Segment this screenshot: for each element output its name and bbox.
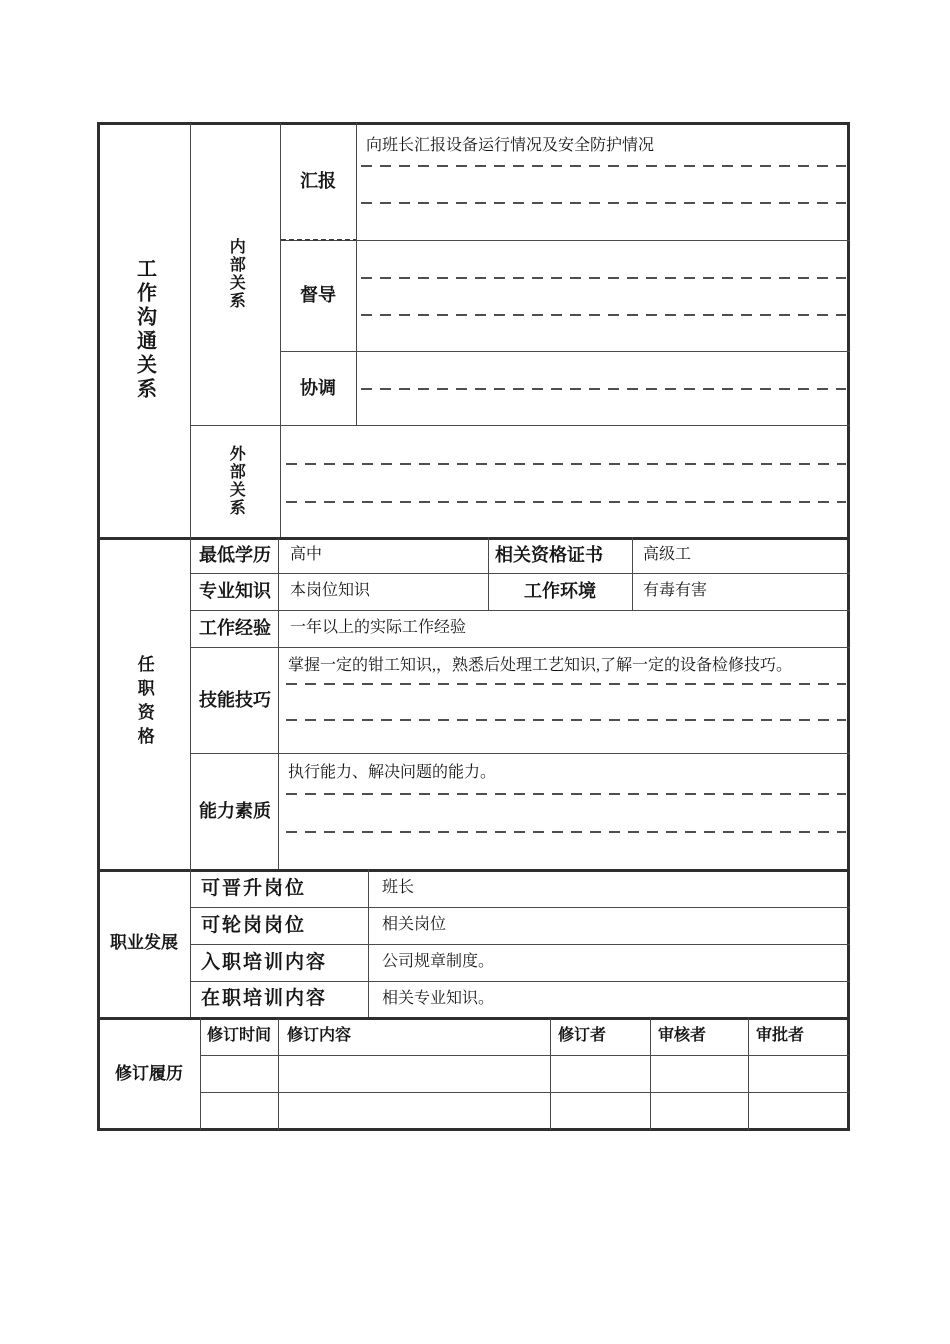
revision-header-approver: 审批者 (756, 1026, 805, 1044)
ability-value: 执行能力、解决问题的能力。 (288, 763, 497, 781)
experience-value: 一年以上的实际工作经验 (290, 619, 467, 637)
grid-line (190, 425, 850, 426)
revision-section-label: 修订履历 (115, 1063, 183, 1083)
grid-line (550, 1017, 551, 1130)
coordinate-label: 协调 (300, 377, 336, 398)
grid-line (280, 240, 850, 241)
grid-line (200, 1055, 849, 1056)
writein-dash-line (361, 165, 846, 167)
writein-dash-line (286, 831, 846, 833)
external-relations-label: 外部关系 (227, 445, 245, 517)
min-education-label: 最低学历 (199, 544, 271, 565)
environment-label: 工作环境 (524, 581, 596, 602)
revision-header-reviewer: 审核者 (658, 1026, 707, 1044)
experience-label: 工作经验 (199, 618, 271, 639)
grid-line (280, 351, 850, 352)
grid-line (650, 1017, 651, 1130)
writein-dash-line (361, 202, 846, 204)
knowledge-value: 本岗位知识 (290, 582, 371, 600)
grid-line (190, 647, 850, 648)
ability-label: 能力素质 (199, 800, 271, 821)
environment-value: 有毒有害 (643, 582, 708, 600)
grid-line (190, 753, 850, 754)
qualification-section-label: 任职资格 (134, 655, 154, 751)
onboarding-training-label: 入职培训内容 (201, 951, 328, 973)
communication-section-label: 工作沟通关系 (133, 258, 156, 402)
supervise-label: 督导 (300, 285, 336, 306)
writein-dash-line (361, 314, 846, 316)
grid-line (368, 869, 369, 1017)
certificate-label: 相关资格证书 (495, 544, 603, 565)
external-relations-cell (190, 425, 280, 537)
skills-label: 技能技巧 (199, 689, 271, 710)
onboarding-training-value: 公司规章制度。 (382, 953, 495, 971)
qualification-section-cell (98, 537, 190, 869)
internal-relations-cell (190, 123, 280, 425)
revision-header-reviser: 修订者 (558, 1026, 607, 1044)
grid-line (200, 1017, 201, 1130)
promotion-position-value: 班长 (382, 879, 415, 897)
rotation-position-value: 相关岗位 (382, 916, 447, 934)
internal-relations-label: 内部关系 (227, 238, 245, 310)
grid-line (632, 537, 633, 610)
knowledge-label: 专业知识 (199, 581, 271, 602)
grid-line (278, 1017, 279, 1130)
grid-line (356, 123, 357, 425)
grid-line (748, 1017, 749, 1130)
writein-dash-line (286, 463, 846, 465)
report-content-text: 向班长汇报设备运行情况及安全防护情况 (366, 136, 655, 154)
skills-value: 掌握一定的钳工知识,，熟悉后处理工艺知识,了解一定的设备检修技巧。 (288, 656, 793, 674)
writein-dash-line (286, 501, 846, 503)
min-education-value: 高中 (290, 545, 323, 563)
writein-dash-line (286, 719, 846, 721)
writein-dash-line (286, 683, 846, 685)
report-label: 汇报 (300, 171, 336, 192)
inservice-training-label: 在职培训内容 (201, 988, 328, 1010)
writein-dash-line (361, 277, 846, 279)
certificate-value: 高级工 (643, 545, 692, 563)
promotion-position-label: 可晋升岗位 (201, 877, 307, 899)
grid-line (278, 537, 279, 869)
grid-line (200, 1092, 849, 1093)
rotation-position-label: 可轮岗岗位 (201, 914, 307, 936)
revision-header-time: 修订时间 (207, 1026, 272, 1044)
revision-header-content: 修订内容 (287, 1026, 352, 1044)
communication-section-cell (98, 123, 190, 537)
writein-dash-line (286, 793, 846, 795)
writein-dash-line (361, 388, 846, 390)
inservice-training-value: 相关专业知识。 (382, 989, 495, 1007)
career-section-label: 职业发展 (110, 933, 178, 953)
